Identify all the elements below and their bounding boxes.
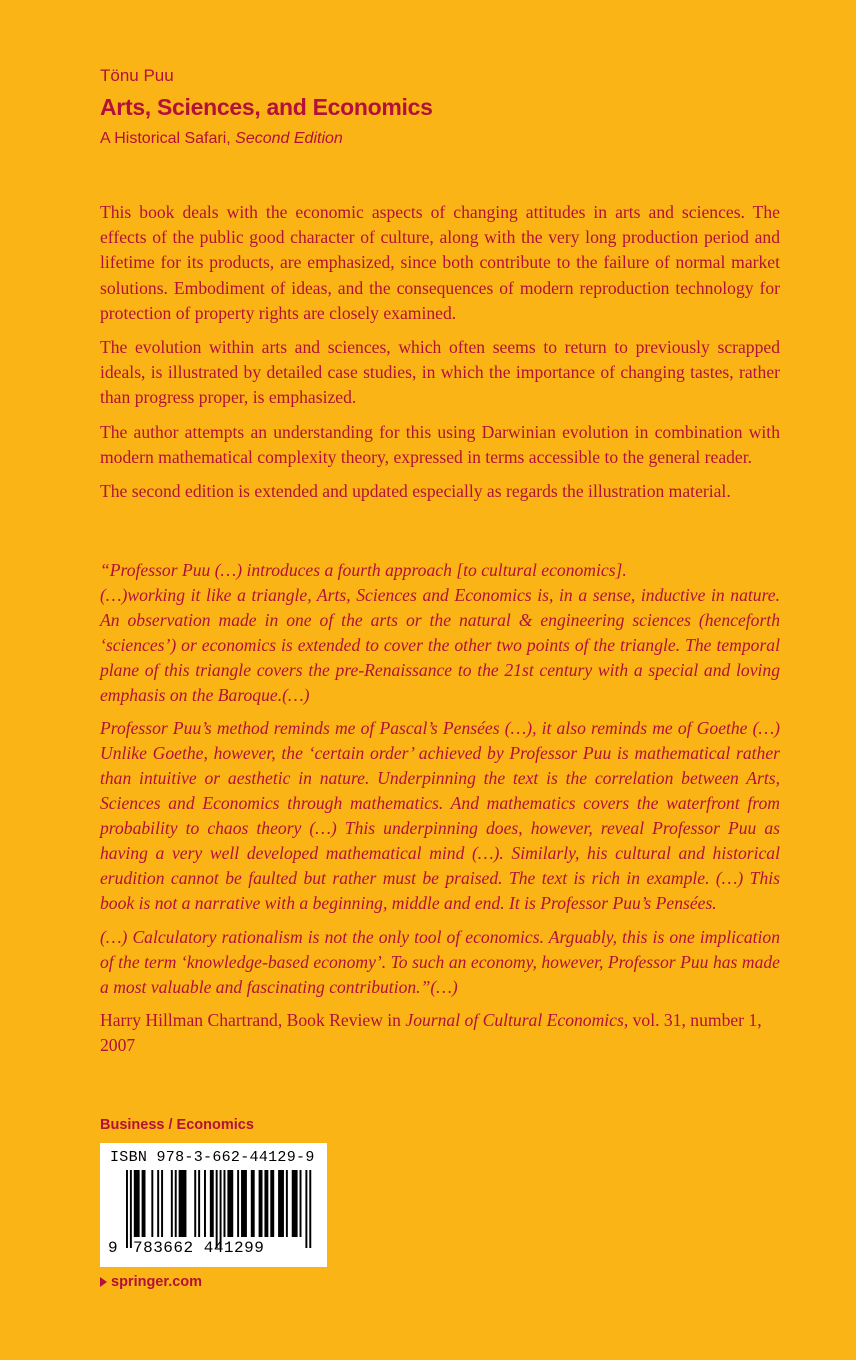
journal-name: Journal of Cultural Economics,: [405, 1010, 629, 1031]
category-label: Business / Economics: [100, 1117, 254, 1133]
barcode-bar: [251, 1170, 255, 1237]
quote-attribution: [100, 1008, 780, 1058]
barcode-bar: [237, 1170, 239, 1237]
barcode-bar: [224, 1170, 226, 1237]
book-title: Arts, Sciences, and Economics: [100, 94, 433, 120]
description-paragraph: The second edition is extended and updated especially as regards the illustration material.: [100, 481, 731, 502]
quote-paragraph: “Professor Puu (…) introduces a fourth approach [to cultural economics].: [100, 560, 627, 580]
barcode-bar: [157, 1170, 159, 1237]
barcode-bar: [241, 1170, 247, 1237]
ean-digits: 783662 441299: [133, 1239, 265, 1257]
barcode-bar: [227, 1170, 233, 1237]
barcode-bar: [220, 1170, 222, 1248]
subtitle-text: A Historical Safari,: [100, 130, 236, 147]
description-paragraph: This book deals with the economic aspects of changing attitudes in arts and sciences. The effects of the public good character of culture, along with the very long production period and lifetime for its products, are emphasized, since both contribute to the failure of normal market solutions. Embodiment of ideas, and the consequences of modern reproduction technology for protection of property rights are closely examined.: [100, 202, 780, 323]
barcode-bar: [175, 1170, 177, 1237]
website-link[interactable]: [100, 1274, 202, 1290]
website-text: springer.com: [111, 1274, 203, 1290]
barcode-bar: [194, 1170, 196, 1237]
quote-paragraph: (…)working it like a triangle, Arts, Sciences and Economics is, in a sense, inductive in nature. An observation made in one of the arts or the natural & engineering sciences (henceforth ‘sciences’) or economics is extended to cover the other two points of the triangle. The temporal plane of this triangle covers the pre-Renaissance to the 21st century with a special and loving emphasis on the Baroque.(…): [100, 584, 780, 705]
barcode-bar: [305, 1170, 307, 1248]
description-paragraph: The author attempts an understanding for this using Darwinian evolution in combination with modern mathematical complexity theory, expressed in terms accessible to the general reader.: [100, 421, 780, 467]
barcode-bar: [126, 1170, 128, 1248]
barcode-bar: [216, 1170, 218, 1248]
review-quote: [100, 558, 780, 1067]
author-name: Tönu Puu: [100, 66, 174, 85]
edition-text: Second Edition: [235, 130, 343, 147]
barcode-bar: [171, 1170, 173, 1237]
barcode-bar: [134, 1170, 140, 1237]
barcode-bar: [198, 1170, 200, 1237]
quote-paragraph: (…) Calculatory rationalism is not the only tool of economics. Arguably, this is one implication of the term ‘knowledge-based economy’. To such an economy, however, Professor Puu has made a most valuable and fascinating contribution.”(…): [100, 926, 780, 997]
barcode-bar: [300, 1170, 302, 1237]
barcode-bar: [309, 1170, 311, 1248]
barcode-bar: [286, 1170, 288, 1237]
attribution-suffix: vol. 31, number 1, 2007: [100, 1010, 762, 1056]
description-paragraph: The evolution within arts and sciences, which often seems to return to previously scrapped ideals, is illustrated by detailed case studies, in which the importance of changing tastes, rather than progress proper, is emphasized.: [100, 337, 780, 408]
barcode-bar: [142, 1170, 146, 1237]
description: [100, 200, 780, 513]
book-subtitle: [100, 130, 343, 148]
isbn-label: ISBN 978-3-662-44129-9: [110, 1149, 315, 1166]
barcode: [100, 1143, 327, 1267]
quote-paragraph: Professor Puu’s method reminds me of Pascal’s Pensées (…), it also reminds me of Goethe (…) Unlike Goethe, however, the ‘certain order’ achieved by Professor Puu is mathematical rather than intuitive or aesthetic in nature. Underpinning the text is the correlation between Arts, Sciences and Economics through mathematics. And mathematics covers the waterfront from probability to chaos theory (…) This underpinning does, however, reveal Professor Puu as having a very well developed mathematical mind (…). Similarly, his cultural and historical erudition cannot be faulted but rather must be praised. The text is rich in example. (…) This book is not a narrative with a beginning, middle and end. It is Professor Puu’s Pensées.: [100, 718, 780, 913]
barcode-bar: [161, 1170, 163, 1237]
barcode-bar: [270, 1170, 274, 1237]
arrow-right-icon: [100, 1277, 107, 1287]
barcode-bar: [259, 1170, 263, 1237]
barcode-bar: [278, 1170, 284, 1237]
barcode-bar: [292, 1170, 298, 1237]
barcode-bar: [264, 1170, 268, 1237]
barcode-bar: [204, 1170, 206, 1237]
barcode-bar: [210, 1170, 214, 1237]
attribution-prefix: Harry Hillman Chartrand, Book Review in: [100, 1010, 406, 1031]
ean-first-digit: 9: [108, 1239, 118, 1257]
barcode-bar: [130, 1170, 132, 1248]
barcode-bar: [179, 1170, 187, 1237]
barcode-bar: [151, 1170, 153, 1237]
